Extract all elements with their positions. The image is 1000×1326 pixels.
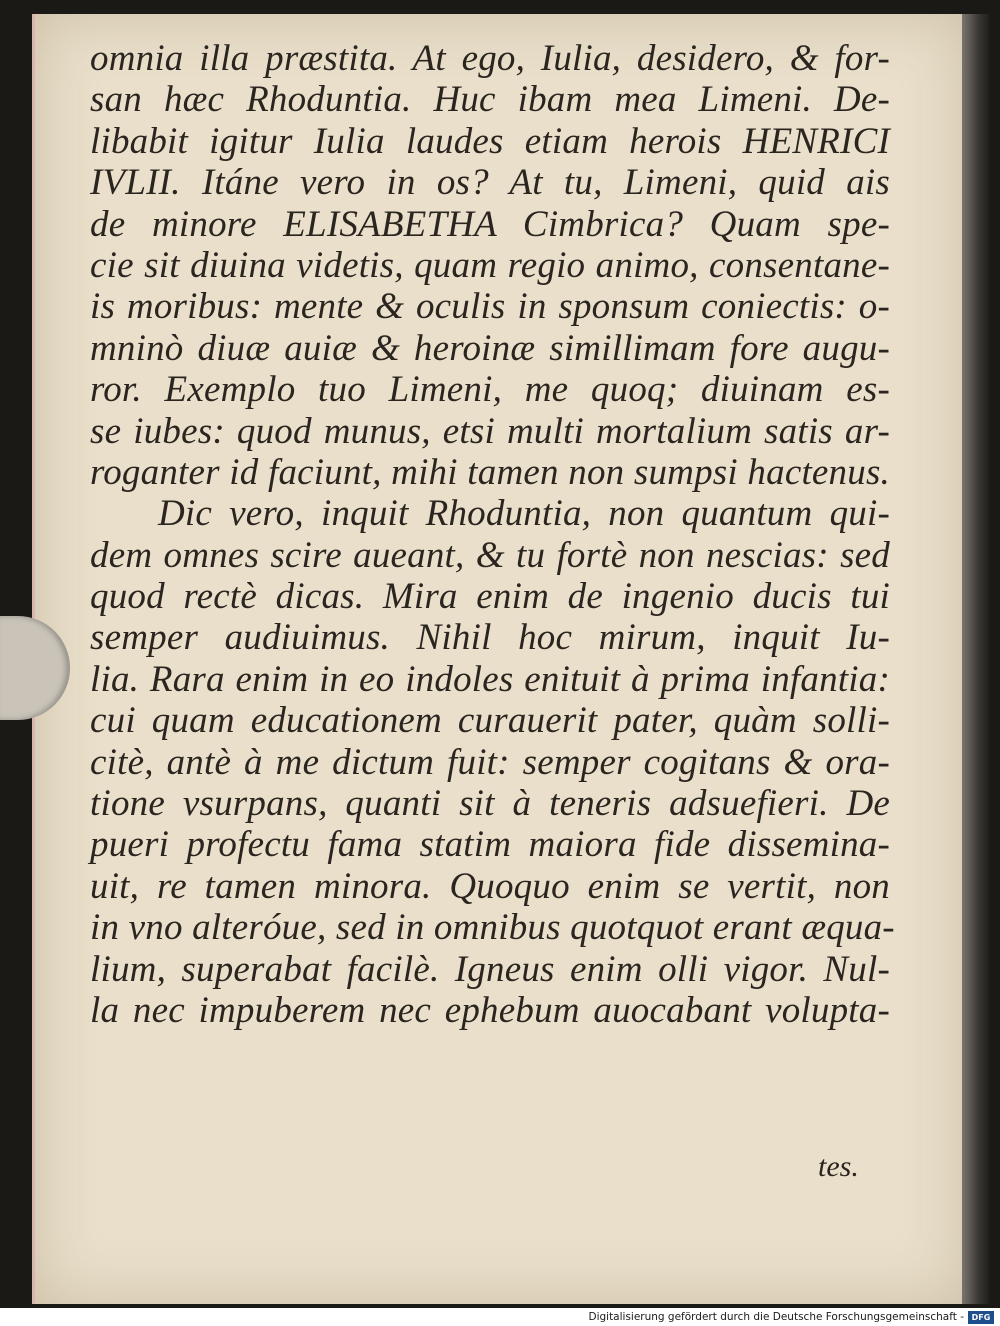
text-line: dem omnes scire aueant, & tu fortè non nescias: sed — [90, 534, 890, 576]
text-line: la nec impuberem nec ephebum auocabant volupta- — [90, 989, 890, 1031]
text-line: lia. Rara enim in eo indoles enituit à prima infantia: — [90, 658, 890, 700]
text-line: roganter id faciunt, mihi tamen non sumpsi hactenus. — [90, 451, 890, 493]
text-line: tione vsurpans, quanti sit à teneris adsuefieri. De — [90, 783, 890, 825]
text-line: de minore ELISABETHA Cimbrica? Quam spe- — [90, 203, 890, 245]
text-line: pueri profectu fama statim maiora fide dissemina- — [90, 824, 890, 866]
text-line: ror. Exemplo tuo Limeni, me quoq; diuinam es- — [90, 369, 890, 411]
text-line: cui quam educationem curauerit pater, quàm solli- — [90, 700, 890, 742]
page-edge — [962, 14, 990, 1304]
text-line: mninò diuæ auiæ & heroinæ simillimam fore augu- — [90, 327, 890, 369]
text-line: Dic vero, inquit Rhoduntia, non quantum qui- — [158, 493, 890, 535]
dfg-logo: DFG — [968, 1311, 994, 1324]
text-line: omnia illa præstita. At ego, Iulia, desidero, & for- — [90, 38, 890, 79]
text-line: cie sit diuina videtis, quam regio animo, consentane- — [90, 244, 890, 286]
text-line: quod rectè dicas. Mira enim de ingenio ducis tui — [90, 576, 890, 618]
text-line: in vno alteróue, sed in omnibus quotquot erant æqua- — [90, 907, 895, 949]
text-line: lium, superabat facilè. Igneus enim olli vigor. Nul- — [90, 948, 890, 990]
text-line: is moribus: mente & oculis in sponsum coniectis: o- — [90, 286, 890, 328]
text-line: semper audiuimus. Nihil hoc mirum, inquit Iu- — [90, 617, 890, 659]
footer-bar — [0, 1308, 1000, 1326]
text-line: citè, antè à me dictum fuit: semper cogitans & ora- — [90, 741, 890, 783]
text-line: libabit igitur Iulia laudes etiam herois HENRICI — [90, 120, 890, 162]
text-line: IVLII. Itáne vero in os? At tu, Limeni, quid ais — [90, 162, 890, 204]
catchword: tes. — [818, 1150, 859, 1183]
text-line: se iubes: quod munus, etsi multi mortalium satis ar- — [90, 410, 890, 452]
text-line: uit, re tamen minora. Quoquo enim se vertit, non — [90, 865, 890, 907]
page-text — [90, 38, 895, 1031]
text-line: san hæc Rhoduntia. Huc ibam mea Limeni. De- — [90, 79, 890, 121]
funding-note: Digitalisierung gefördert durch die Deutsche Forschungsgemeinschaft - — [588, 1311, 964, 1323]
